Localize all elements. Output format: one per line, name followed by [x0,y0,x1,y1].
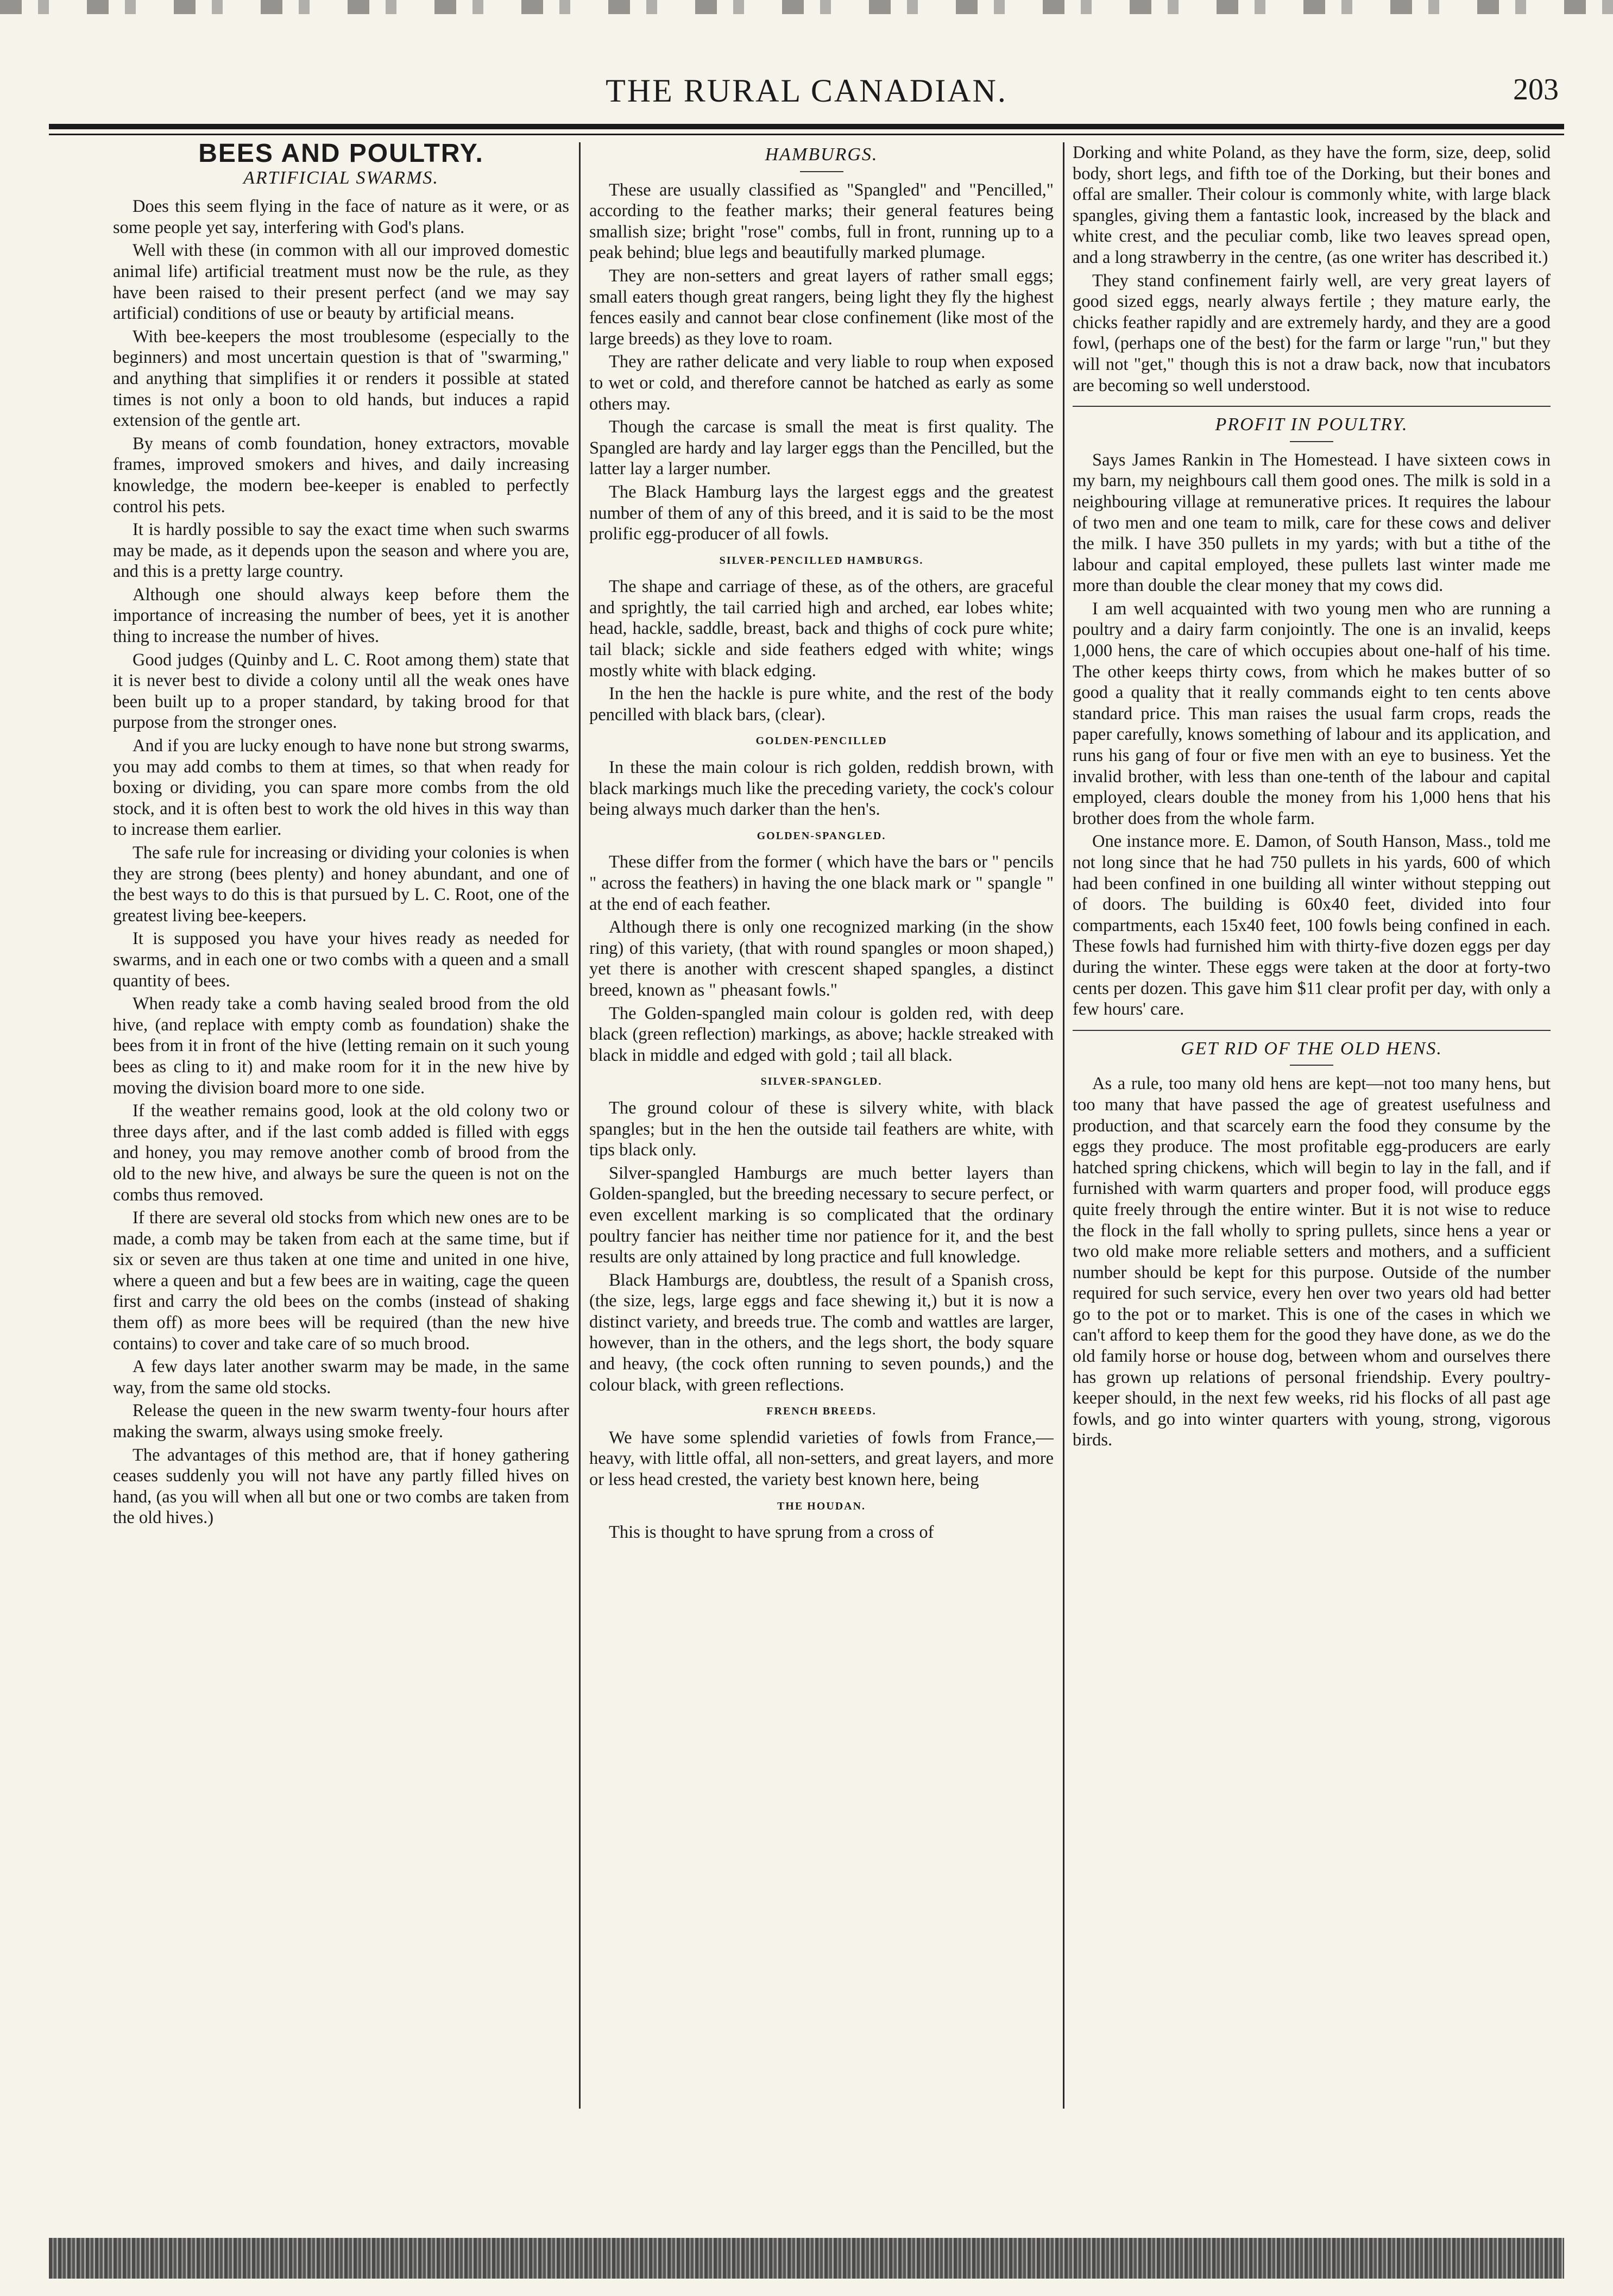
paragraph: With bee-keepers the most troublesome (especially to the beginners) and most uncertain question is that of "swarming," and anything that simplifies it or renders it possible at stated times is not only a boon to old hands, but induces a rapid extension of the gentle art. [113,326,569,431]
paragraph: The advantages of this method are, that if honey gathering ceases suddenly you will not have any partly filled hives on hand, (as you will when all but one or two combs are taken from the old hives.) [113,1445,569,1528]
paragraph: In the hen the hackle is pure white, and the rest of the body pencilled with black bars, (clear). [589,684,1054,725]
paragraph: Release the queen in the new swarm twenty-four hours after making the swarm, always using smoke freely. [113,1401,569,1442]
column-divider [579,142,581,2109]
article-heading [589,144,1054,172]
article-heading-text: ARTIFICIAL SWARMS. [243,167,439,188]
paragraph: Well with these (in common with all our improved domestic animal life) artificial treatment must now be the rule, as they have been raised to their present perfect (and we may say artificial) conditions of use or beauty by artificial means. [113,241,569,324]
subheading: THE HOUDAN. [777,1500,866,1512]
paragraph: It is hardly possible to say the exact time when such swarms may be made, as it depends upon the season and where you are, and this is a pretty large country. [113,520,569,582]
paragraph: These differ from the former ( which have the bars or " pencils " across the feathers) in having the one black mark or " spangle " at the end of each feather. [589,852,1054,914]
subheading: GOLDEN-SPANGLED. [757,829,886,842]
subheading: FRENCH BREEDS. [766,1405,877,1418]
column-3 [1073,142,1551,2114]
heading-rule [1290,441,1333,442]
paragraph: And if you are lucky enough to have none but strong swarms, you may add combs to them at times, so that when ready for boxing or dividing, you can spare more combs from the old stock, and it is often best to work the old hives in this way than to increase them earlier. [113,736,569,840]
paragraph: Though the carcase is small the meat is first quality. The Spangled are hardy and lay larger eggs than the Pencilled, but the latter lay a larger number. [589,417,1054,479]
subheading: SILVER-SPANGLED. [760,1075,883,1088]
scan-edge-bottom [49,2238,1564,2279]
paragraph: Silver-spangled Hamburgs are much better layers than Golden-spangled, but the breeding necessary to secure perfect, or even excellent marking is so complicated that the ordinary poultry fancier has neither time nor patience for it, and the best results are only attained by long practice and full knowledge. [589,1163,1054,1267]
newspaper-title: THE RURAL CANADIAN. [606,73,1007,109]
paragraph: Dorking and white Poland, as they have the form, size, deep, solid body, short legs, and fifth toe of the Dorking, but their bones and offal are smaller. Their colour is commonly white, with large black spangles, giving them a fantastic look, increased by the black and white crest, and the peculiar comb, like two leaves spread open, and a long strawberry in the centre, (as one writer has described it.) [1073,143,1551,267]
paragraph: If there are several old stocks from which new ones are to be made, a comb may be taken from each at the same time, but if six or seven are thus taken at one time and united in one hive, where a queen and but a few bees are in waiting, cage the queen first and carry the old bees on the combs (instead of shaking them off) as more bees will be required (than the new hive contains) to cover and take care of so much brood. [113,1208,569,1354]
paragraph: Does this seem flying in the face of nature as it were, or as some people yet say, interfering with God's plans. [113,197,569,237]
paragraph: The Golden-spangled main colour is golden red, with deep black (green reflection) markings, as above; hackle streaked with black in middle and edged with gold ; tail all black. [589,1003,1054,1065]
header-rule-thick [49,124,1564,129]
subheading: SILVER-PENCILLED HAMBURGS. [719,554,924,567]
paragraph: As a rule, too many old hens are kept—not too many hens, but too many that have passed the age of greatest usefulness and production, and that scarcely earn the food they consume by the eggs they produce. The most profitable egg-producers are early hatched spring chickens, which will begin to lay in the fall, and if furnished with warm quarters and proper food, will produce eggs quite freely through the entire winter. But it is not wise to reduce the flock in the fall wholly to spring pullets, since hens a year or two old make more reliable setters and mothers, and a sufficient number should be kept for this purpose. Outside of the number required for such service, every hen over two years old had better go to the pot or to market. This is one of the cases in which we can't afford to keep them for the good they have done, as we do the old family horse or house dog, between whom and ourselves there has grown up relations of personal friendship. Every poultry-keeper should, in the next few weeks, rid his flocks of all past age fowls, and go into winter quarters with young, strong, vigorous birds. [1073,1074,1551,1450]
paragraph: Says James Rankin in The Homestead. I have sixteen cows in my barn, my neighbours call them good ones. The milk is sold in a neighbouring village at remunerative prices. It requires the labour of two men and one team to milk, care for these cows and deliver the milk. I have 350 pullets in my yards; with but a tithe of the labour and capital employed, these pullets last winter made me more than double the clear money that my cows did. [1073,450,1551,596]
paragraph: If the weather remains good, look at the old colony two or three days after, and if the last comb added is filled with eggs and honey, you may remove another comb of brood from the old to the new hive, and always be sure the queen is not on the combs thus removed. [113,1101,569,1205]
subheading: GOLDEN-PENCILLED [755,735,887,747]
paragraph: They stand confinement fairly well, are very great layers of good sized eggs, nearly always fertile ; they mature early, the chicks feather rapidly and are extremely hardy, and they are a good fowl, (perhaps one of the best) for the farm or large "run," but they will not "get," though this is not a draw back, now that incubators are becoming so well understood. [1073,271,1551,395]
paragraph: Good judges (Quinby and L. C. Root among them) state that it is never best to divide a colony until all the weak ones have been built up to a proper standard, by taking brood for that purpose from the stronger ones. [113,650,569,733]
paragraph: These are usually classified as "Spangled" and "Pencilled," according to the feather marks; their general features being smallish size; bright "rose" combs, full in front, running up to a peak behind; blue legs and beautifully marked plumage. [589,180,1054,263]
article-heading [113,168,569,189]
paragraph: They are rather delicate and very liable to roup when exposed to wet or cold, and therefore cannot be hatched as early as some others may. [589,352,1054,414]
section-title: BEES AND POULTRY. [198,142,484,168]
heading-rule [1290,1065,1333,1066]
scan-edge-top [0,0,1613,14]
paragraph: We have some splendid varieties of fowls from France,—heavy, with little offal, all non-setters, and great layers, and more or less head crested, the variety best known here, being [589,1427,1054,1490]
paragraph: This is thought to have sprung from a cross of [609,1523,934,1543]
paragraph: Although there is only one recognized marking (in the show ring) of this variety, (that with round spangles or moon shaped,) yet there is another with crescent shaped spangles, a distinct breed, known as " pheasant fowls." [589,917,1054,1000]
article-heading [1073,1030,1551,1066]
paragraph: By means of comb foundation, honey extractors, movable frames, improved smokers and hives, and daily increasing knowledge, the modern bee-keeper is enabled to perfectly control his pets. [113,433,569,517]
column-1 [113,142,569,2114]
page-number: 203 [1513,73,1559,106]
page-header [49,57,1564,122]
paragraph: Although one should always keep before them the importance of increasing the number of bees, yet it is another thing to increase the number of hives. [113,584,569,647]
article-heading [1073,406,1551,442]
paragraph: In these the main colour is rich golden, reddish brown, with black markings much like the preceding variety, the cock's colour being always much darker than the hen's. [589,758,1054,820]
article-heading-text: HAMBURGS. [765,144,878,165]
paragraph: The shape and carriage of these, as of the others, are graceful and sprightly, the tail carried high and arched, ear lobes white; head, hackle, saddle, breast, back and thighs of cock pure white; tail black; sickle and side feathers edged with white; wings mostly white with black edging. [589,577,1054,681]
paragraph: The ground colour of these is silvery white, with black spangles; but in the hen the outside tail feathers are white, with tips black only. [589,1098,1054,1160]
paragraph: They are non-setters and great layers of rather small eggs; small eaters though great rangers, being light they fly the highest fences easily and cannot bear close confinement (like most of the large breeds) as they love to roam. [589,266,1054,349]
column-2 [589,142,1054,2114]
column-divider [1063,142,1064,2109]
paragraph: A few days later another swarm may be made, in the same way, from the same old stocks. [113,1357,569,1398]
paragraph: One instance more. E. Damon, of South Hanson, Mass., told me not long since that he had 750 pullets in his yards, 600 of which had been confined in one building all winter without stepping out of doors. The building is 60x40 feet, divided into four compartments, each 15x40 feet, 100 fowls being confined in each. These fowls had furnished him with thirty-five dozen eggs per day during the winter. These eggs were taken at the door at forty-two cents per dozen. This gave him $11 clear profit per day, with only a few hours' care. [1073,832,1551,1020]
article-heading-text: PROFIT IN POULTRY. [1215,414,1408,435]
paragraph: I am well acquainted with two young men who are running a poultry and a dairy farm conjointly. The one is an invalid, keeps 1,000 hens, the care of which occupies about one-half of his time. The other keeps thirty cows, from which he makes butter of so good a quality that it really commands eight to ten cents above standard price. This man raises the usual farm crops, reads the paper carefully, knows something of labour and its application, and runs his gang of four or five men with an eye to business. Yet the invalid brother, with less than one-tenth of the labour and capital employed, clears double the money from his 1,000 hens that his brother does from the whole farm. [1073,599,1551,828]
header-rule-thin [49,134,1564,135]
paragraph: Black Hamburgs are, doubtless, the result of a Spanish cross, (the size, legs, large eggs and face shewing it,) but it is now a distinct variety, and breeds true. The comb and wattles are larger, however, than in the others, and the legs short, the body square and heavy, (the cock often running to seven pounds,) and the colour black, with green reflections. [589,1270,1054,1395]
paragraph: The safe rule for increasing or dividing your colonies is when they are strong (bees plenty) and honey abundant, and one of the best ways to do this is that pursued by L. C. Root, one of the greatest living bee-keepers. [113,843,569,926]
paragraph: The Black Hamburg lays the largest eggs and the greatest number of them of any of this breed, and it is said to be the most prolific egg-producer of all fowls. [589,482,1054,544]
paragraph: When ready take a comb having sealed brood from the old hive, (and replace with empty comb as foundation) shake the bees from it in front of the hive (letting remain on it such young bees as cling to it) and make room for it in the new hive by moving the division board more to one side. [113,994,569,1098]
article-heading-text: GET RID OF THE OLD HENS. [1181,1038,1442,1059]
paragraph: It is supposed you have your hives ready as needed for swarms, and in each one or two combs with a queen and a small quantity of bees. [113,929,569,991]
heading-rule [800,171,843,172]
